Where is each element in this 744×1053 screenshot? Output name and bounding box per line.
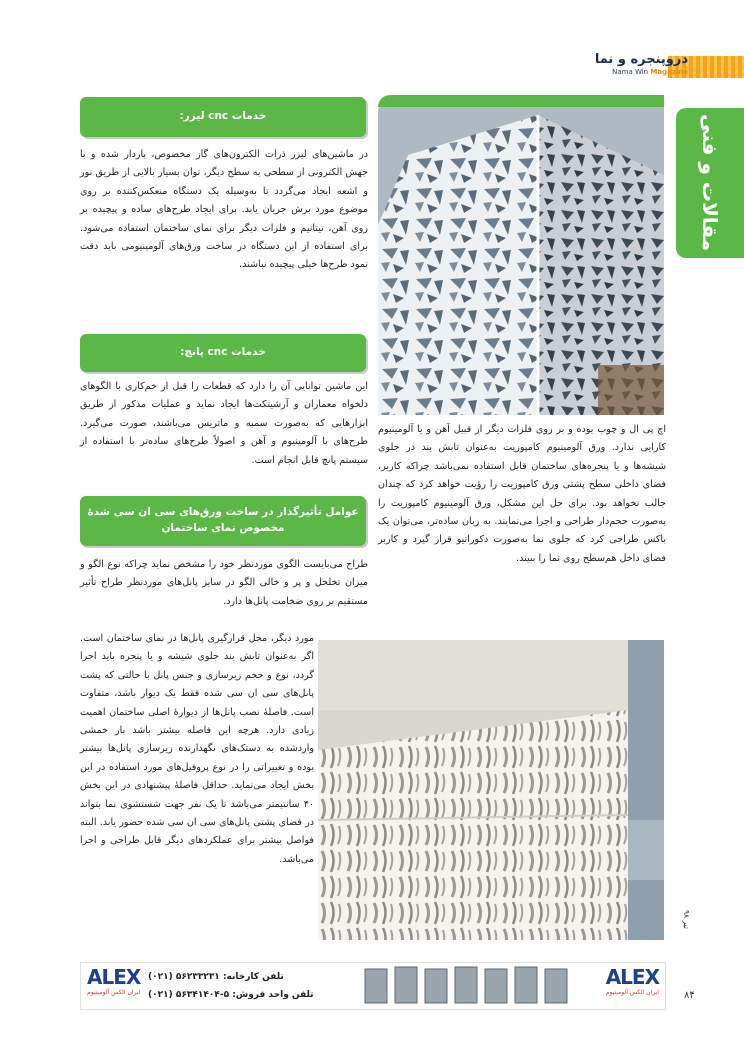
paragraph-factors-2: مورد دیگر، محل قرارگیری پانل‌ها در نمای ساختمان است. اگر به‌عنوان تابش بند جلوی شیشه و یا پنجره باید اجرا گردد، نوع و حجم زیرسازی و جنس پانل با حالتی که پشت پانل‌های سی ان سی شده فقط یک دیوار باشد، متفاوت است. فاصلهٔ نصب پانل‌ها از دیوارهٔ اصلی ساختمان اهمیت زیادی دارد. هرچه این فاصله بیشتر باشد بار خمشی واردشده به دستک‌های نگهدارنده زیرسازی پانل‌ها بیشتر بوده و تغییراتی را در نوع پروفیل‌های مورد استفاده در این بخش ایجاد می‌نماید. حداقل فاصلهٔ پیشنهادی در این بخش ۴۰ سانتیمتر می‌باشد تا یک نفر جهت شستشوی نما بتواند در فضای پشتی پانل‌های سی ان سی شده حضور یابد. البته فواصل بیشتر برای عملکردهای دیگر قابل طراحی و اجرا می‌باشد. — [80, 633, 314, 865]
section-tab-label: مقالات و فنی — [698, 114, 722, 252]
facade-building-image — [378, 95, 664, 415]
photo-accent-bar — [378, 95, 664, 107]
logo-title: ﺩﺭﻭﭘﻨﺠﺮﻩ ﻭ ﻧﻤﺎ — [594, 52, 688, 67]
cnc-panels-image — [318, 640, 664, 940]
facade-photo-panels — [318, 640, 664, 940]
paragraph-factors-1: طراح می‌بایست الگوی موردنظر خود را مشخص نماید چراکه نوع الگو و میزان تخلخل و پر و خالی الگو در سایز پانل‌های موردنظر طراح تأثیر مستقیم بر روی ضخامت پانل‌ها دارد. — [80, 559, 368, 607]
logo-subtitle: Nama Win Magazine — [612, 68, 688, 76]
brand-logo-left: ALEX ایران الکس آلومینیوم — [87, 965, 141, 996]
page-number: ۸۴ — [684, 990, 695, 1001]
paragraph-cnc-punch: این ماشین توانایی آن را دارد که قطعات را قبل از خم‌کاری با الگوهای دلخواه معماران و آرشیتکت‌ها ایجاد نماید و عملیات مذکور از طریق ابزارهایی که به‌صورت سمبه و ماتریس می‌باشند، صورت می‌گیرد. طرح‌های با آلومینیوم و آهن و اصولاً طرح‌های ساده‌تر با استفاده از سیستم پانچ قابل انجام است. — [80, 381, 368, 466]
brand-logo-right: ALEX ایران الکس آلومینیوم — [605, 965, 659, 996]
paragraph-cnc-laser: در ماشین‌های لیزر ذرات الکترون‌های گاز مخصوص، باردار شده و با جهش الکترونی از سطحی به سطح دیگر، توان بسیار بالایی از طریق نور و اشعه ایجاد می‌گردد تا به‌وسیله یک دستگاه منعکس‌کننده بر روی موضوع مورد برش جریان یابد. برای ایجاد طرح‌های ساده و پیچیده بر روی آهن، تیتانیم و فلزات دیگر برای نمای ساختمان استفاده می‌شود. برای استفاده از این دستگاه در ساخت ورق‌های آلومینیومی باید دقت نمود طرح‌ها خیلی پیچیده نباشند. — [80, 149, 368, 271]
factory-phone: تلفن کارخانه: ۵۶۲۳۳۲۳۱ (۰۲۱) — [148, 972, 284, 982]
heading-factors: عوامل تأثیرگذار در ساخت ورق‌های سی ان سی شدهٔ مخصوص نمای ساختمان — [80, 496, 366, 546]
paragraph-composite: اچ پی ال و چوب بوده و بر روی فلزات دیگر از قبیل آهن و یا آلومینیوم کارایی ندارد. ورق آلومینیوم کامپوزیت به‌عنوان تابش بند در جلوی شیشه‌ها و یا پنجره‌های ساختمان قابل استفاده نمی‌باشد چراکه کاربر، فضای داخلی سطح پشتی ورق کامپوزیت را رؤیت خواهد کرد که چندان جالب نخواهد بود. برای حل این مشکل، ورق آلومینیوم کامپوزیت را به‌صورت حجم‌دار طراحی و اجرا می‌نمایند. به زبان ساده‌تر، می‌توان یک باکس طراحی کرد که جلوی نما به‌صورت دکوراتیو قرار گیرد و کاربر فضای داخل هم‌سطح روی نما را ببیند. — [378, 424, 666, 564]
issue-date: تیر ۹۸ — [682, 910, 691, 929]
footer-advert — [80, 962, 666, 1010]
magazine-logo — [578, 52, 688, 80]
heading-cnc-laser: خدمات cnc لیزر: — [80, 97, 366, 137]
facade-photo-building — [378, 95, 664, 415]
sales-phone: تلفن واحد فروش: ۵-۵۶۳۴۱۴۰۴ (۰۲۱) — [148, 990, 314, 1000]
section-tab — [676, 108, 744, 258]
heading-cnc-punch: خدمات cnc پانچ: — [80, 334, 366, 372]
window-profiles-image — [361, 965, 583, 1007]
